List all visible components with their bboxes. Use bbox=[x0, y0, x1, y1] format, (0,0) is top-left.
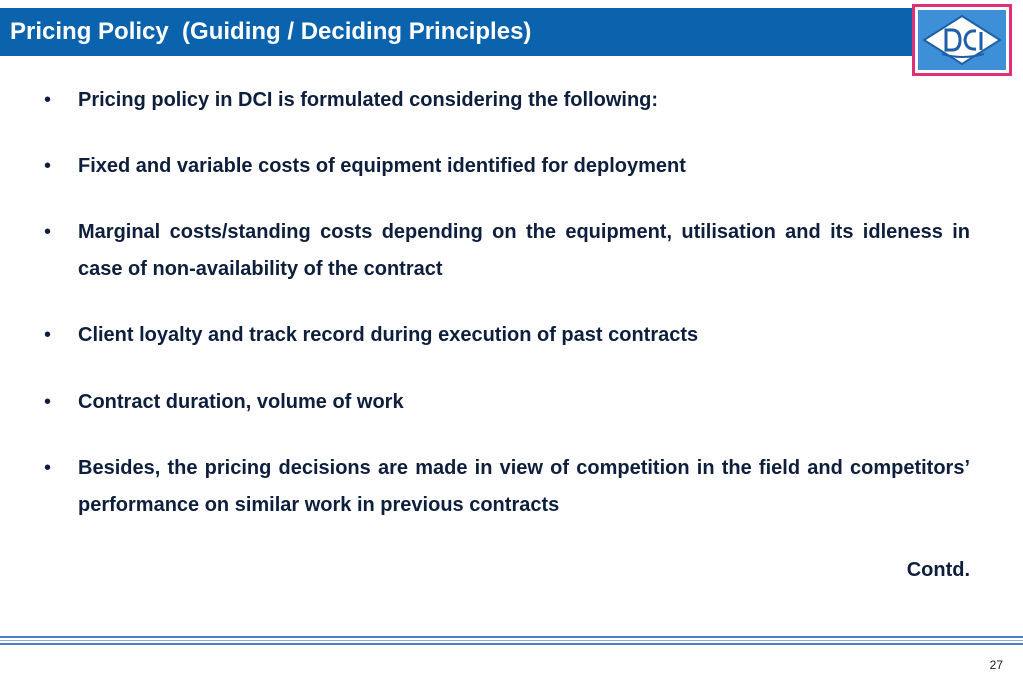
bullet-marker: • bbox=[44, 155, 52, 177]
bullet-text: Client loyalty and track record during execution of past contracts bbox=[78, 324, 699, 346]
list-item bbox=[44, 214, 970, 288]
bullet-text: Marginal costs/standing costs depending on the equipment, utilisation and its idleness in case of non-availability of the contract bbox=[78, 221, 970, 280]
page-number: 27 bbox=[989, 658, 1003, 672]
bullet-marker: • bbox=[44, 457, 52, 479]
list-item bbox=[44, 317, 970, 354]
list-item bbox=[44, 148, 970, 185]
contd-label: Contd. bbox=[906, 559, 970, 581]
bullet-marker: • bbox=[44, 221, 52, 243]
logo-frame bbox=[912, 4, 1012, 76]
list-item bbox=[44, 384, 970, 421]
bullet-marker: • bbox=[44, 89, 52, 111]
bullet-marker: • bbox=[44, 324, 52, 346]
slide-title: Pricing Policy (Guiding / Deciding Principles) bbox=[10, 18, 532, 45]
list-item bbox=[44, 82, 970, 119]
dci-logo-icon bbox=[918, 10, 1006, 70]
bullet-text: Contract duration, volume of work bbox=[78, 391, 404, 413]
bullet-marker: • bbox=[44, 391, 52, 413]
footer-divider bbox=[0, 636, 1023, 647]
bullet-text: Besides, the pricing decisions are made in view of competition in the field and competitors’ performance on similar work in previous contracts bbox=[78, 457, 970, 516]
bullet-text: Pricing policy in DCI is formulated considering the following: bbox=[78, 89, 659, 111]
list-item bbox=[44, 450, 970, 524]
bullet-text: Fixed and variable costs of equipment identified for deployment bbox=[78, 155, 686, 177]
